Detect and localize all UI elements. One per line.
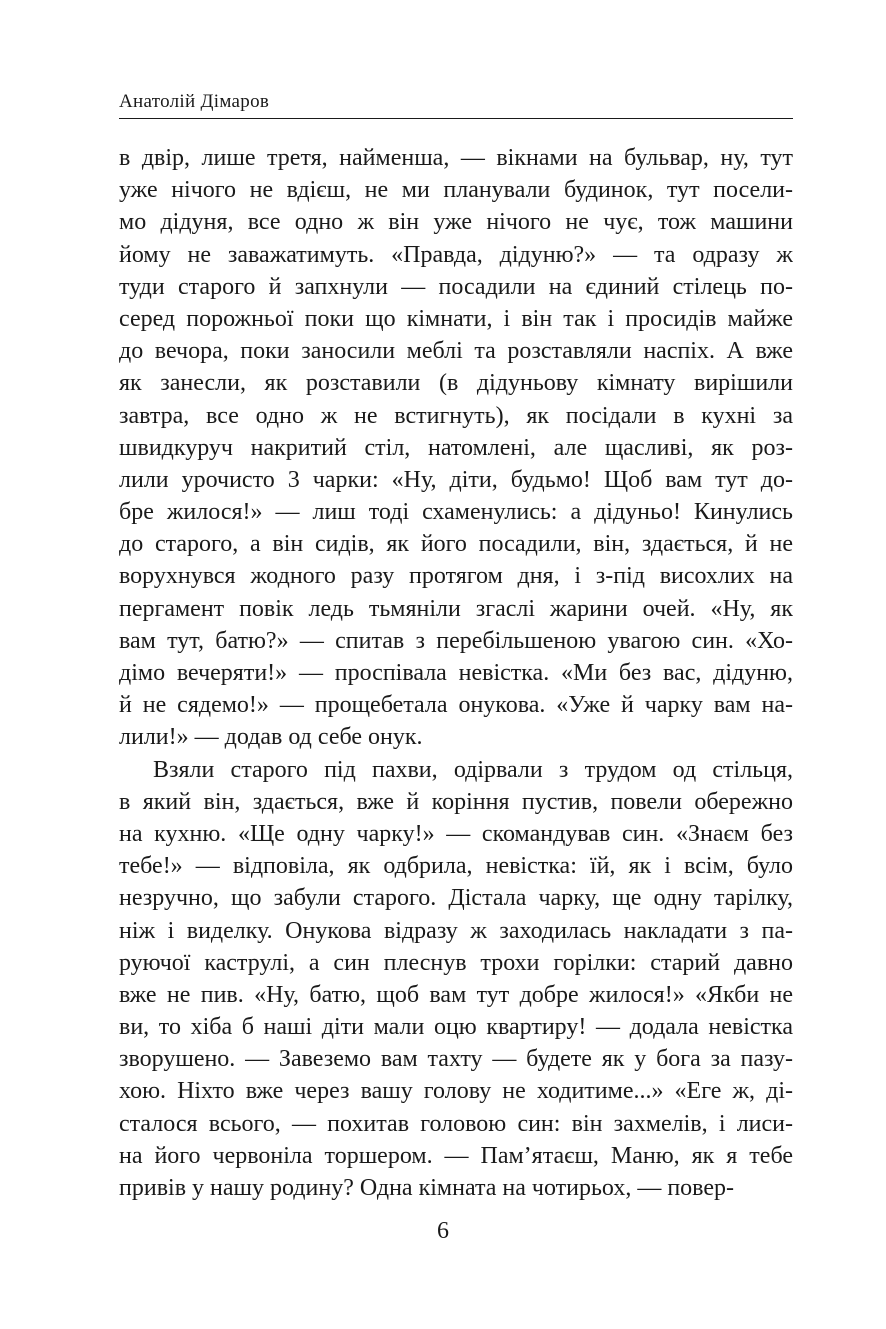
- text-line: уже нічого не вдієш, не ми планували будинок, тут посели-: [119, 177, 793, 204]
- text-line: сталося всього, — похитав головою син: він захмелів, і лиси-: [119, 1110, 793, 1137]
- text-line: пергамент повік ледь тьмяніли згаслі жарини очей. «Ну, як: [119, 595, 793, 622]
- running-head: [119, 88, 793, 119]
- paragraph: [119, 754, 793, 1205]
- text-line: вже не пив. «Ну, батю, щоб вам тут добре жилося!» «Якби не: [119, 981, 793, 1008]
- text-line: йому не заважатимуть. «Правда, дідуню?» — та одразу ж: [119, 241, 793, 268]
- text-line: зворушено. — Завеземо вам тахту — будете як у бога за пазу-: [119, 1046, 793, 1073]
- author-name: Анатолій Дімаров: [119, 91, 270, 112]
- body-text: [119, 142, 793, 1204]
- text-line: на його червоніла торшером. — Пам’ятаєш, Маню, як я тебе: [119, 1142, 793, 1169]
- text-line: вам тут, батю?» — спитав з перебільшеною увагою син. «Хо-: [119, 627, 793, 654]
- text-line: як занесли, як розставили (в дідуньову кімнату вирішили: [119, 370, 793, 397]
- text-line: незручно, що забули старого. Дістала чарку, ще одну тарілку,: [119, 885, 793, 912]
- text-line: бре жилося!» — лиш тоді схаменулись: а дідуньо! Кинулись: [119, 499, 793, 526]
- text-line: руючої каструлі, а син плеснув трохи горілки: старий давно: [119, 949, 793, 976]
- text-line: ви, то хіба б наші діти мали оцю квартиру! — додала невістка: [119, 1014, 793, 1041]
- text-line: тебе!» — відповіла, як одбрила, невістка: їй, як і всім, було: [119, 853, 793, 880]
- text-line: до вечора, поки заносили меблі та розставляли наспіх. А вже: [119, 338, 793, 365]
- text-line: серед порожньої поки що кімнати, і він так і просидів майже: [119, 305, 793, 332]
- text-line: лили урочисто 3 чарки: «Ну, діти, будьмо! Щоб вам тут до-: [119, 466, 793, 493]
- text-line: ворухнувся жодного разу протягом дня, і з-під висохлих на: [119, 563, 793, 590]
- text-line: лили!» — додав од себе онук.: [119, 724, 423, 751]
- text-line: в який він, здається, вже й коріння пустив, повели обережно: [119, 788, 793, 815]
- text-line: й не сядемо!» — прощебетала онукова. «Уже й чарку вам на-: [119, 692, 793, 719]
- text-line: на кухню. «Ще одну чарку!» — скомандував син. «Знаєм без: [119, 820, 793, 847]
- text-line: мо дідуня, все одно ж він уже нічого не чує, тож машини: [119, 209, 793, 236]
- text-line: завтра, все одно ж не встигнуть), як посідали в кухні за: [119, 402, 793, 429]
- text-line: ніж і виделку. Онукова відразу ж заходилась накладати з па-: [119, 917, 793, 944]
- text-line: Взяли старого під пахви, одірвали з трудом од стільця,: [153, 756, 793, 783]
- text-line: в двір, лише третя, найменша, — вікнами на бульвар, ну, тут: [119, 145, 793, 171]
- text-line: хою. Ніхто вже через вашу голову не ходитиме...» «Еге ж, ді-: [119, 1078, 793, 1105]
- page-number: 6: [437, 1218, 449, 1244]
- text-line: до старого, а він сидів, як його посадили, він, здається, й не: [119, 531, 793, 558]
- text-line: швидкуруч накритий стіл, натомлені, але щасливі, як роз-: [119, 434, 793, 461]
- paragraph: [119, 142, 793, 754]
- text-line: дімо вечеряти!» — проспівала невістка. «Ми без вас, дідуню,: [119, 660, 793, 686]
- text-line: туди старого й запхнули — посадили на єдиний стілець по-: [119, 273, 793, 300]
- text-line: привів у нашу родину? Одна кімната на чотирьох, — повер-: [119, 1175, 735, 1201]
